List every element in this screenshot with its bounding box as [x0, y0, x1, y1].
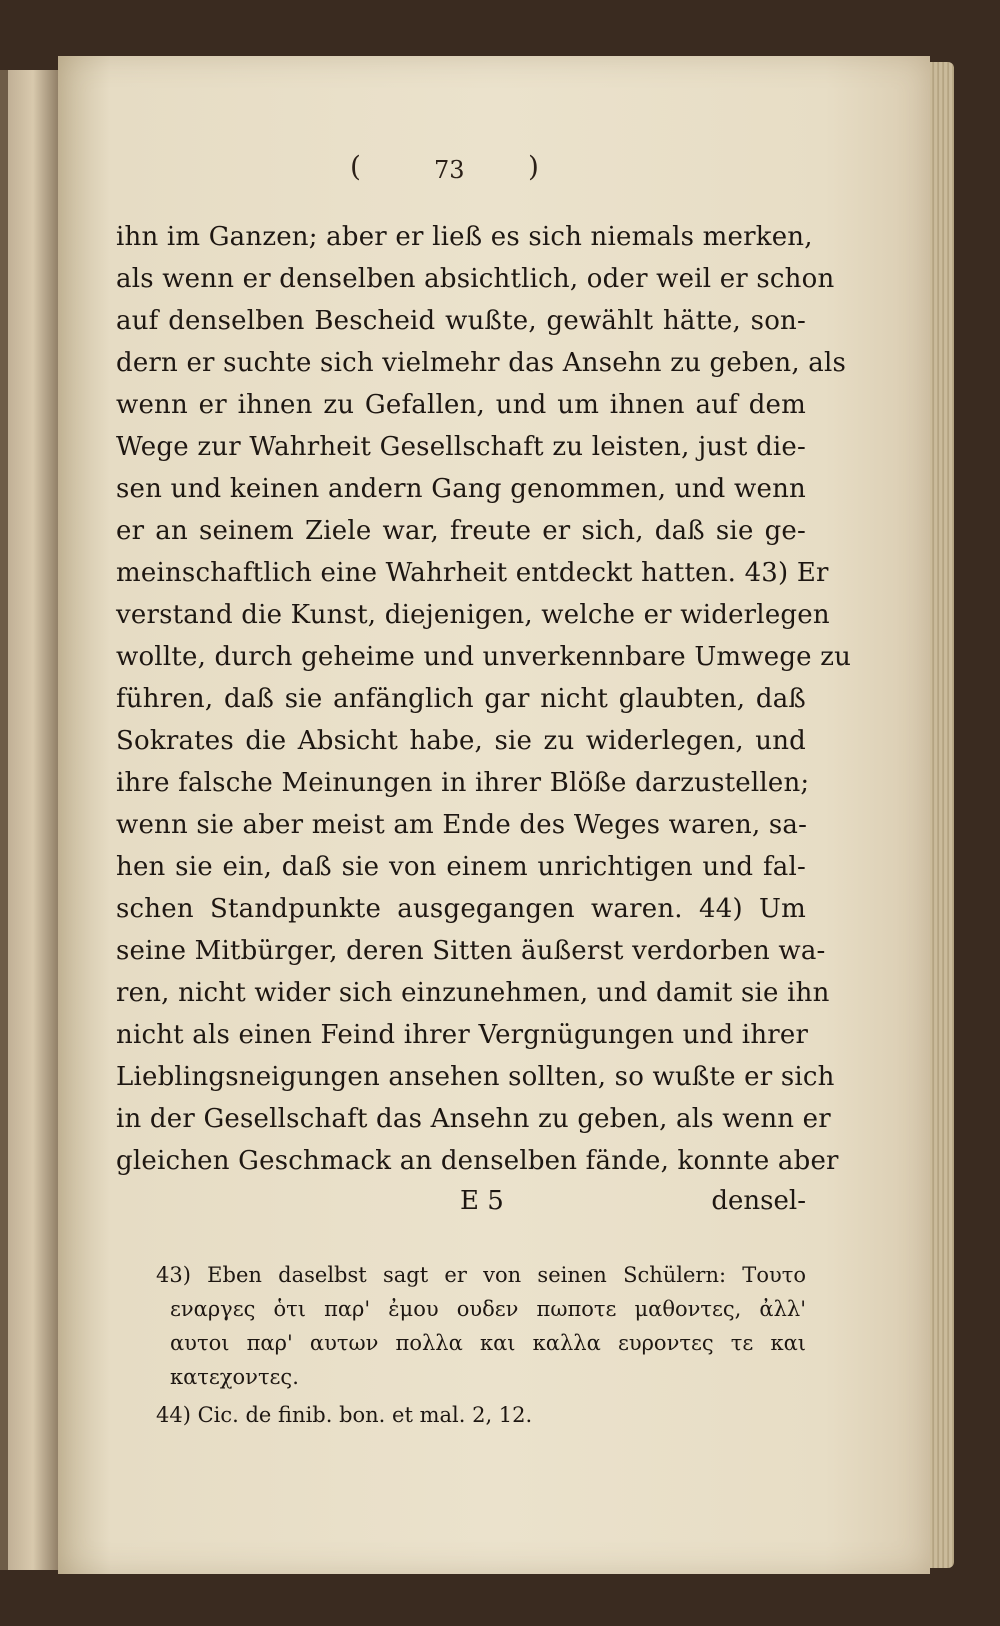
text-line: nicht als einen Feind ihrer Vergnügungen und ihrer [116, 1020, 809, 1050]
text-line: ihre falsche Meinungen in ihrer Blöße darzustellen; [116, 768, 810, 798]
text-line: wenn er ihnen zu Gefallen, und um ihnen auf dem [116, 390, 806, 420]
page-header [350, 150, 560, 190]
text-line: als wenn er denselben absichtlich, oder weil er schon [116, 264, 835, 294]
catchword: densel- [711, 1186, 806, 1216]
text-line: dern er suchte sich vielmehr das Ansehn zu geben, als [116, 348, 847, 378]
text-line: verstand die Kunst, diejenigen, welche er widerlegen [116, 600, 830, 630]
text-line: hen sie ein, daß sie von einem unrichtigen und fal- [116, 852, 806, 882]
text-line: auf denselben Bescheid wußte, gewählt hätte, son- [116, 306, 806, 336]
text-line: sen und keinen andern Gang genommen, und wenn [116, 474, 806, 504]
book-binding-shadow [0, 70, 8, 1570]
footnote-line: αυτοι παρ' αυτων πολλα και καλλα ευροντες τε και [170, 1331, 806, 1355]
footnotes [156, 1258, 806, 1438]
text-line: wollte, durch geheime und unverkennbare Umwege zu [116, 642, 852, 672]
text-line: Sokrates die Absicht habe, sie zu widerlegen, und [116, 726, 806, 756]
text-line: er an seinem Ziele war, freute er sich, daß sie ge- [116, 516, 806, 546]
page-number-paren-right: ) [528, 150, 539, 183]
text-line: in der Gesellschaft das Ansehn zu geben, als wenn er [116, 1104, 831, 1134]
text-line: ihn im Ganzen; aber er ließ es sich niemals merken, [116, 222, 813, 252]
text-line: gleichen Geschmack an denselben fände, konnte aber [116, 1146, 839, 1176]
footnote-line: 43) Eben daselbst sagt er von seinen Schülern: Τουτο [156, 1263, 806, 1287]
footnote-line: κατεχοντες. [170, 1365, 299, 1389]
text-line: Wege zur Wahrheit Gesellschaft zu leisten, just die- [116, 432, 806, 462]
text-line: meinschaftlich eine Wahrheit entdeckt hatten. 43) Er [116, 558, 829, 588]
text-line: führen, daß sie anfänglich gar nicht glaubten, daß [116, 684, 806, 714]
text-line: schen Standpunkte ausgegangen waren. 44) Um [116, 894, 806, 924]
text-line: seine Mitbürger, deren Sitten äußerst verdorben wa- [116, 936, 826, 966]
text-line: Lieblingsneigungen ansehen sollten, so wußte er sich [116, 1062, 835, 1092]
footnote-line: εναργες ὁτι παρ' ἐμου ουδεν πωποτε μαθοντες, ἀλλ' [170, 1297, 806, 1321]
left-page-edge [0, 70, 60, 1570]
footnote-line: 44) Cic. de finib. bon. et mal. 2, 12. [156, 1403, 533, 1427]
main-text [116, 216, 852, 1176]
page-number: 73 [434, 156, 465, 184]
page-stack-edge [930, 62, 954, 1568]
page-footer-line [116, 1186, 806, 1226]
text-line: ren, nicht wider sich einzunehmen, und damit sie ihn [116, 978, 830, 1008]
signature-mark: E 5 [460, 1186, 504, 1216]
text-line: wenn sie aber meist am Ende des Weges waren, sa- [116, 810, 808, 840]
page-number-paren-left: ( [350, 150, 361, 183]
